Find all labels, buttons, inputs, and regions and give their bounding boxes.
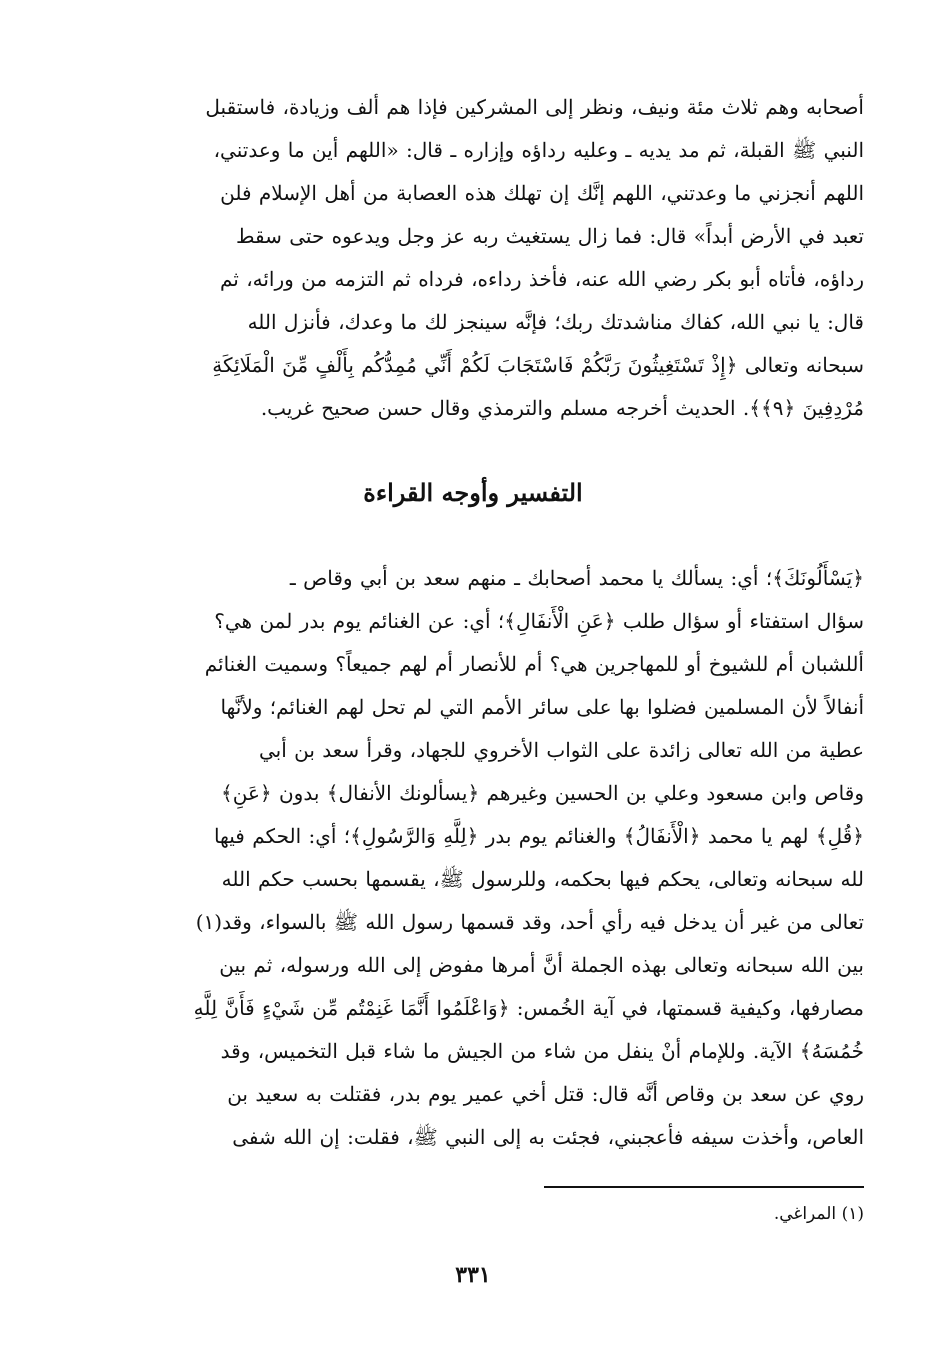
- text-line: مُرْدِفِينَ ﴿٩﴾﴾. الحديث أخرجه مسلم والترمذي وقال حسن صحيح غريب.: [260, 396, 864, 420]
- page-number: ٣٣١: [455, 1262, 491, 1288]
- text-line: النبي ﷺ القبلة، ثم مد يديه ـ وعليه رداؤه وإزاره ـ قال: «اللهم أين ما وعدتني،: [213, 138, 864, 162]
- paragraph-tafsir: [84, 557, 864, 1159]
- text-line: خُمُسَهُ﴾ الآية. وللإمام أنْ ينفل من شاء من الجيش ما شاء قبل التخميس، وقد: [220, 1039, 864, 1063]
- text-line: تعبد في الأرض أبداً» قال: فما زال يستغيث ربه عز وجل ويدعوه حتى سقط: [236, 224, 864, 248]
- text-line: تعالى من غير أن يدخل فيه رأي أحد، وقد قسمها رسول الله ﷺ بالسواء، وقد(١): [195, 910, 864, 934]
- text-line: رداؤه، فأتاه أبو بكر رضي الله عنه، فأخذ رداءه، فرداه ثم التزمه من ورائه، ثم: [219, 267, 864, 291]
- text-line: سؤال استفتاء أو سؤال طلب ﴿عَنِ الْأَنفَالِ﴾؛ أي: عن الغنائم يوم بدر لمن هي؟: [214, 609, 864, 633]
- footnote-text: المراغي.: [773, 1204, 837, 1224]
- footnote-divider: [544, 1186, 864, 1188]
- text-line: ﴿قُلِ﴾ لهم يا محمد ﴿الْأَنفَالُ﴾ والغنائم يوم بدر ﴿لِلَّهِ وَالرَّسُولِ﴾؛ أي: الحكم فيها: [213, 824, 864, 848]
- section-heading: التفسير وأوجه القراءة: [363, 478, 583, 507]
- text-line: أنفالاً لأن المسلمين فضلوا بها على سائر الأمم التي لم تحل لهم الغنائم؛ ولأنَّها: [220, 695, 864, 719]
- text-line: وقاص وابن مسعود وعلي بن الحسين وغيرهم ﴿يسألونك الأنفال﴾ بدون ﴿عَنِ﴾: [221, 781, 864, 805]
- text-line: مصارفها، وكيفية قسمتها، في آية الخُمس: ﴿وَاعْلَمُوا أَنَّمَا غَنِمْتُم مِّن شَيْءٍ فَأَنَّ لِلَّهِ: [193, 996, 864, 1020]
- text-line: روي عن سعد بن وقاص أنَّه قال: قتل أخي عمير يوم بدر، فقتلت به سعيد بن: [227, 1082, 864, 1106]
- footnote-marker: (١): [841, 1204, 864, 1224]
- footnote: [774, 1204, 864, 1224]
- paragraph-hadith-continuation: [84, 86, 864, 430]
- text-line: أصحابه وهم ثلاث مئة ونيف، ونظر إلى المشركين فإذا هم ألف وزيادة، فاستقبل: [205, 95, 864, 119]
- text-line: عطية من الله تعالى زائدة على الثواب الأخروي للجهاد، وقرأ سعد بن أبي: [258, 738, 864, 762]
- text-line: أللشبان أم للشيوخ أو للمهاجرين هي؟ أم للأنصار أم لهم جميعاً؟ وسميت الغنائم: [204, 652, 864, 676]
- text-line: لله سبحانه وتعالى، يحكم فيها بحكمه، وللرسول ﷺ، يقسمها بحسب حكم الله: [221, 867, 864, 891]
- text-line: سبحانه وتعالى ﴿إِذْ تَسْتَغِيثُونَ رَبَّكُمْ فَاسْتَجَابَ لَكُمْ أَنِّي مُمِدُّكُم بِأَلْفٍ مِّنَ الْمَلَائِكَةِ: [212, 353, 864, 377]
- text-line: ﴿يَسْأَلُونَكَ﴾؛ أي: يسألك يا محمد أصحابك ـ منهم سعد بن أبي وقاص ـ: [289, 566, 864, 590]
- text-line: اللهم أنجزني ما وعدتني، اللهم إنَّك إن تهلك هذه العصابة من أهل الإسلام فلن: [220, 181, 864, 205]
- text-line: قال: يا نبي الله، كفاك مناشدتك ربك؛ فإنَّه سينجز لك ما وعدك، فأنزل الله: [247, 310, 864, 334]
- text-line: بين الله سبحانه وتعالى بهذه الجملة أنَّ أمرها مفوض إلى الله ورسوله، ثم بين: [219, 953, 864, 977]
- text-line: العاص، وأخذت سيفه فأعجبني، فجئت به إلى النبي ﷺ، فقلت: إن الله شفى: [232, 1125, 864, 1149]
